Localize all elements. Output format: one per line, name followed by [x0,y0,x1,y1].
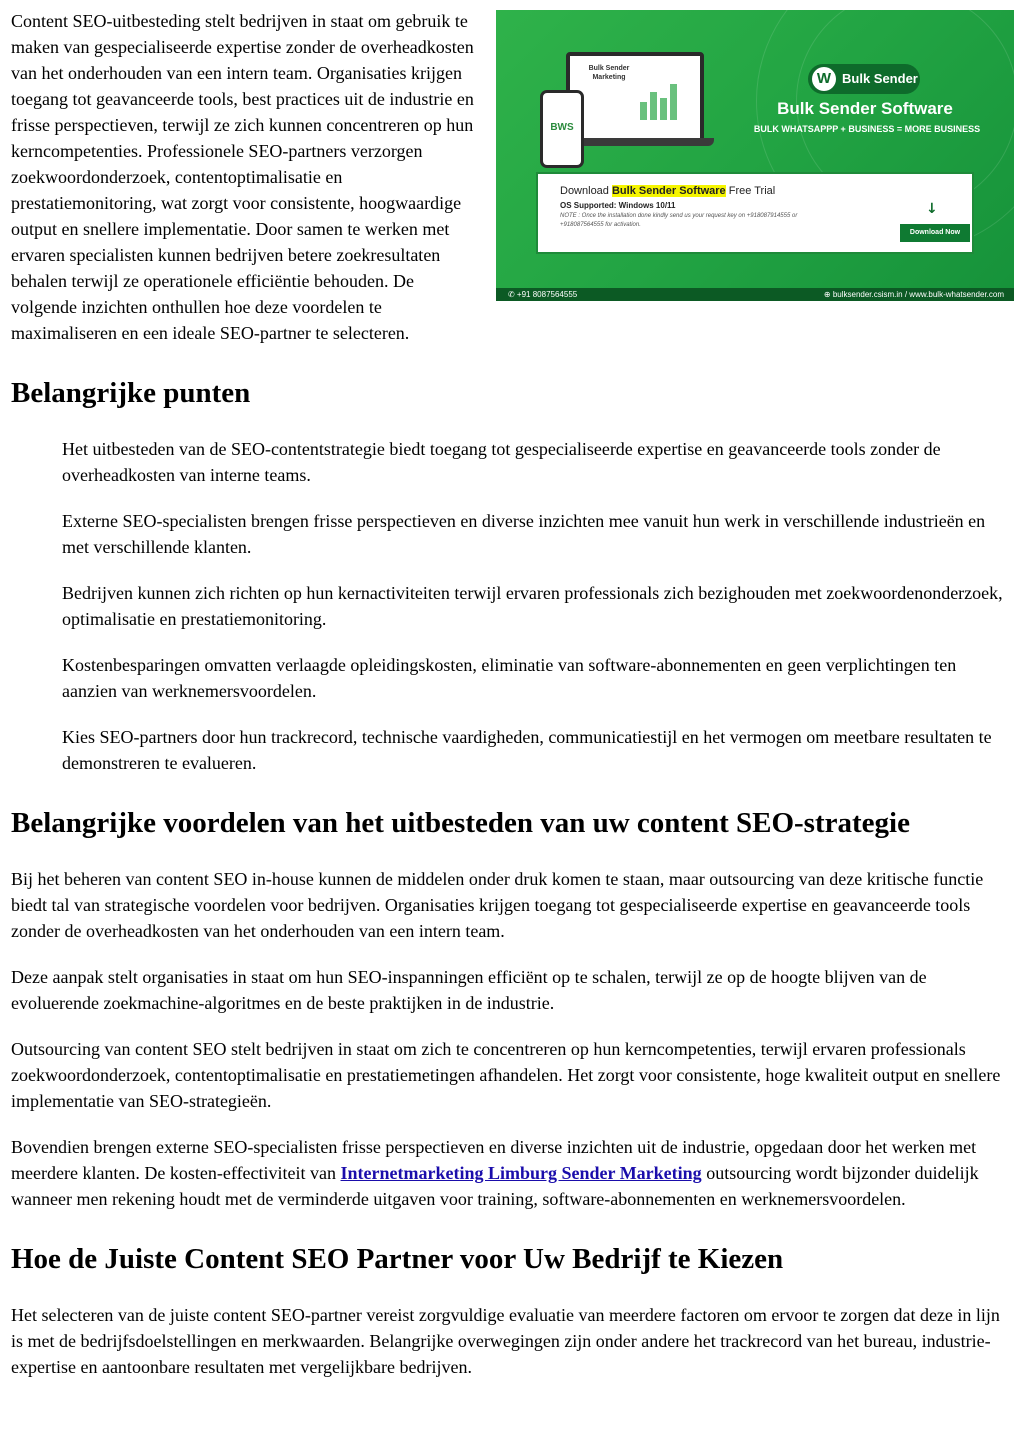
laptop-bar-graphic [640,70,686,120]
phone-logo: BWS [550,122,574,133]
whatsapp-w-icon: W [812,67,836,91]
arrow-down-icon: ↓ [926,201,938,217]
benefits-paragraph: Outsourcing van content SEO stelt bedrijven in staat om zich te concentreren op hun kerncompetenties, terwijl ervaren professionals zoekwoordonderzoek, contentoptimalisatie en prestatiemetingen afhandelen. Het zorgt voor consistente, hoge kwaliteit output en snellere implementatie van SEO-strategieën. [11,1039,1001,1111]
os-supported: OS Supported: Windows 10/11 [560,201,676,210]
paragraph-text: Bovendien brengen externe SEO-specialisten frisse perspectieven en diverse inzichten uit de industrie, opgedaan door het werken met meerdere klanten. De kosten-effectiviteit van [11,1137,977,1183]
banner-title: Bulk Sender Software [777,99,953,118]
key-point: Kostenbesparingen omvatten verlaagde opleidingskosten, eliminatie van software-abonnementen en geen verplichtingen ten aanzien van werknemersvoordelen. [62,655,957,701]
banner-footer [496,288,1014,301]
section-heading-key-points: Belangrijke punten [11,377,251,409]
benefits-body [11,866,1014,1212]
banner-phone: ✆ +91 8087564555 [508,290,578,299]
activation-note: NOTE : Once the installation done kindly send us your request key on +918087914555 or +918087564555 for activation. [560,213,798,228]
banner-website: ⊕ bulksender.csism.in / www.bulk-whatsender.com [823,290,1004,299]
download-prefix: Download [560,185,609,197]
key-point: Externe SEO-specialisten brengen frisse perspectieven en diverse inzichten mee vanuit hun werk in verschillende industrieën en met verschillende klanten. [62,511,986,557]
logo-text: Bulk Sender [842,71,918,86]
bulk-sender-banner-image [496,10,1014,301]
key-point: Het uitbesteden van de SEO-contentstrategie biedt toegang tot gespecialiseerde expertise en geavanceerde tools zonder de overheadkosten van interne teams. [62,439,941,485]
key-points-list [11,436,1014,776]
benefits-paragraph: Deze aanpak stelt organisaties in staat om hun SEO-inspanningen efficiënt op te schalen, terwijl ze op de hoogte blijven van de evoluerende zoekmachine-algoritmes en de beste praktijken in de industrie. [11,967,927,1013]
internetmarketing-limburg-link[interactable]: Internetmarketing Limburg Sender Marketing [340,1163,702,1183]
download-box [536,172,974,254]
document-page [11,8,1014,1400]
choose-partner-body [11,1302,1014,1380]
download-title [560,184,775,198]
choose-partner-paragraph: Het selecteren van de juiste content SEO-partner vereist zorgvuldige evaluatie van meerdere factoren om ervoor te zorgen dat deze in lijn is met de bedrijfsdoelstellingen en merkwaarden. Belangrijke overwegingen zijn onder andere het trackrecord van het bureau, industrie-expertise en aantoonbare resultaten met vergelijkbare bedrijven. [11,1305,1000,1377]
benefits-paragraph-with-link [11,1134,1014,1212]
banner-subtitle: BULK WHATSAPPP + BUSINESS = MORE BUSINESS [753,124,981,134]
download-suffix: Free Trial [728,185,776,197]
intro-paragraph: Content SEO-uitbesteding stelt bedrijven in staat om gebruik te maken van gespecialiseerde expertise zonder de overheadkosten van het onderhouden van een intern team. Organisaties krijgen toegang tot geavanceerde tools, best practices uit de industrie en frisse perspectieven, terwijl ze zich kunnen concentreren op hun kerncompetenties. Professionele SEO-partners verzorgen zoekwoordonderzoek, contentoptimalisatie en prestatiemonitoring, wat zorgt voor consistente, hoogwaardige output en snellere implementatie. Door samen te werken met ervaren specialisten kunnen bedrijven betere zoekresultaten behalen terwijl ze operationele efficiëntie behouden. De volgende inzichten onthullen hoe deze voordelen te maximaliseren en een ideale SEO-partner te selecteren. [11,11,474,343]
key-point: Kies SEO-partners door hun trackrecord, technische vaardigheden, communicatiestijl en het vermogen om meetbare resultaten te demonstreren te evalueren. [62,727,992,773]
section-heading-benefits: Belangrijke voordelen van het uitbesteden van uw content SEO-strategie [11,807,910,839]
bulk-sender-logo [808,64,920,94]
section-heading-choose-partner: Hoe de Juiste Content SEO Partner voor Uw Bedrijf te Kiezen [11,1243,784,1275]
key-point: Bedrijven kunnen zich richten op hun kernactiviteiten terwijl ervaren professionals zich bezighouden met zoekwoordenonderzoek, optimalisatie en prestatiemonitoring. [62,583,1003,629]
download-highlight: Bulk Sender Software [611,185,726,197]
laptop-illustration [566,52,704,142]
phone-illustration [540,90,584,168]
download-now-button: Download Now [900,224,970,242]
paragraph-text: outsourcing wordt bijzonder duidelijk wanneer men rekening houdt met de verminderde uitgaven voor training, software-abonnementen en werknemersvoordelen. [11,1163,979,1209]
benefits-paragraph: Bij het beheren van content SEO in-house kunnen de middelen onder druk komen te staan, maar outsourcing van deze kritische functie biedt tal van strategische voordelen voor bedrijven. Organisaties krijgen toegang tot gespecialiseerde expertise en geavanceerde tools zonder de overheadkosten van het onderhouden van een intern team. [11,869,984,941]
laptop-screen-text: Bulk Sender Marketing [588,65,630,81]
